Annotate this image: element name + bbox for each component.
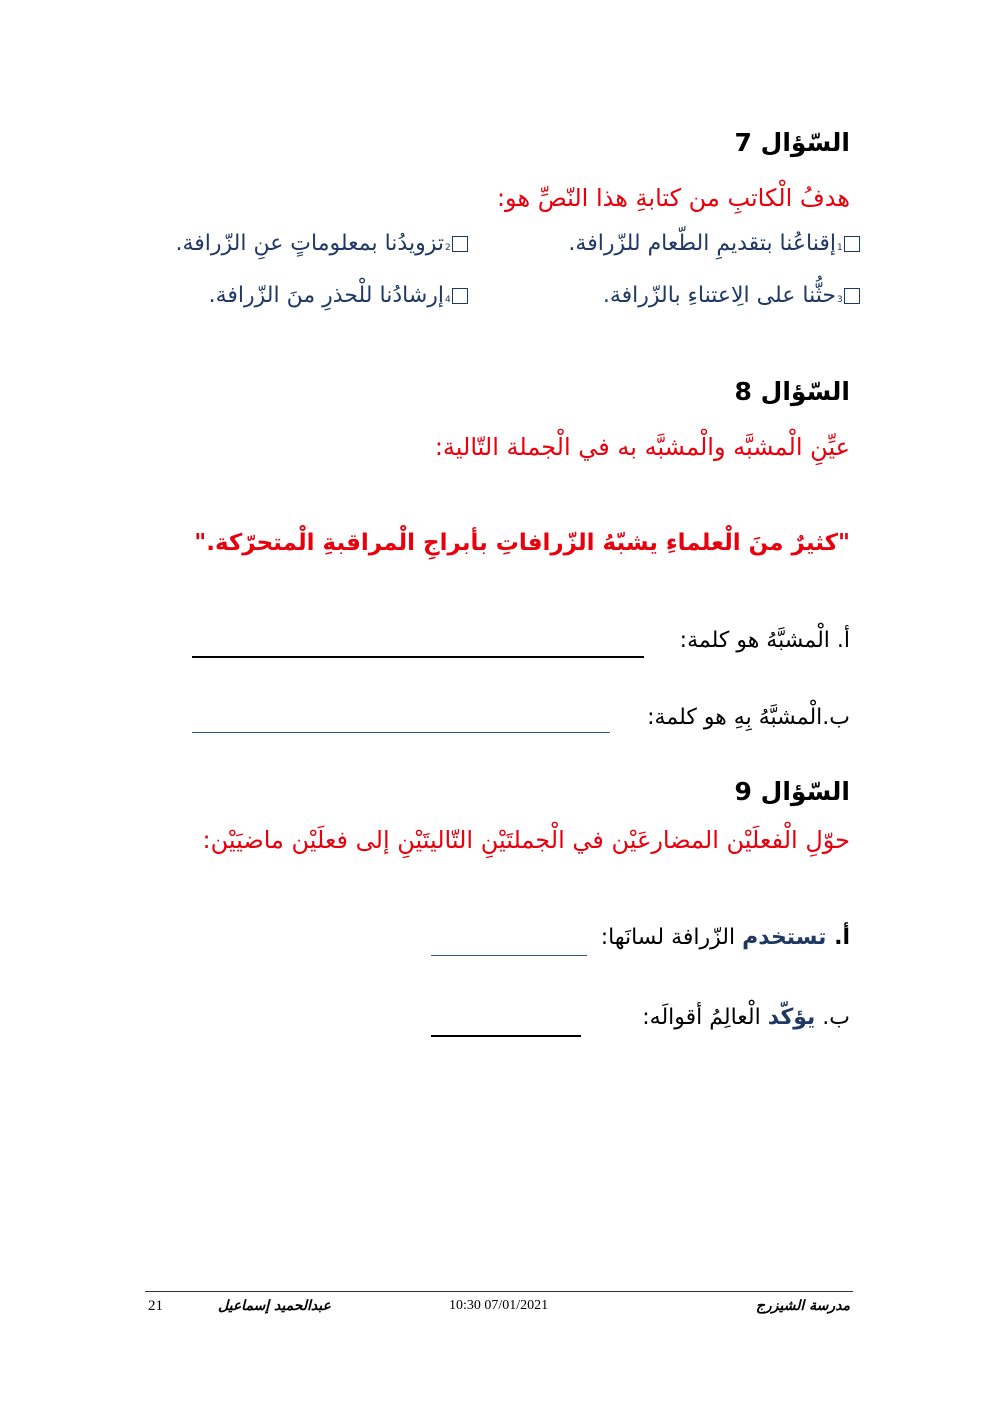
q7-option-1[interactable] — [568, 231, 860, 256]
q8-answer-b-label: ب.الْمشبَّهُ بِهِ هو كلمة: — [647, 705, 850, 730]
q8-answer-a-line[interactable] — [192, 656, 644, 658]
q7-instruction: هدفُ الْكاتبِ من كتابةِ هذا النّصِّ هو: — [496, 184, 850, 212]
q9-instruction: حوّلِ الْفعلَيْن المضارعَيْن في الْجملتَيْنِ التّاليتَيْنِ إلى فعلَيْن ماضيَيْن: — [202, 826, 850, 854]
q9-title: السّؤال 9 — [734, 777, 850, 806]
option-text: إقناعُنا بتقديمِ الطّعام للزّرافة. — [568, 231, 836, 256]
q9-answer-b-line[interactable] — [431, 1035, 581, 1037]
footer-school: مدرسة الشيزرج — [755, 1298, 850, 1314]
q9-item-a-verb: تستخدم — [742, 925, 827, 950]
q8-instruction: عيِّنِ الْمشبَّه والْمشبَّه به في الْجملة التّالية: — [434, 433, 850, 461]
option-text: تزويدُنا بمعلوماتٍ عنِ الزّرافة. — [175, 231, 444, 256]
footer-author: عبدالحميد إسماعيل — [218, 1298, 331, 1314]
q9-answer-a-line[interactable] — [431, 955, 587, 956]
q7-option-4[interactable] — [209, 283, 468, 308]
footer-page-number: 21 — [148, 1298, 163, 1314]
checkbox[interactable]: 1 — [844, 236, 860, 252]
q9-item-a-rest: الزّرافة لسانَها: — [600, 925, 743, 950]
checkbox[interactable]: 2 — [452, 236, 468, 252]
footer-rule — [145, 1291, 853, 1292]
q9-item-a-prefix: أ. — [826, 925, 850, 950]
q7-option-3[interactable] — [603, 283, 860, 308]
checkbox[interactable]: 4 — [452, 288, 468, 304]
q9-item-b-prefix: ب. — [815, 1005, 850, 1030]
q9-item-b-verb: يؤكّد — [767, 1005, 816, 1030]
checkbox[interactable]: 3 — [844, 288, 860, 304]
option-text: إرشادُنا للْحذرِ منَ الزّرافة. — [208, 283, 444, 308]
q9-item-b-rest: الْعالِمُ أقوالَه: — [642, 1005, 768, 1030]
option-text: حثُّنا على الِاعتناءِ بالزّرافة. — [602, 283, 836, 308]
q8-title: السّؤال 8 — [734, 377, 850, 406]
q7-title: السّؤال 7 — [734, 128, 850, 157]
q8-answer-a-label: أ. الْمشبَّهُ هو كلمة: — [679, 628, 850, 653]
footer-date: 10:30 07/01/2021 — [449, 1298, 549, 1313]
q8-quote: "كثيرٌ منَ الْعلماءِ يشبّهُ الزّرافاتِ بأبراجِ الْمراقبةِ الْمتحرّكة." — [194, 530, 850, 556]
q9-item-a — [601, 925, 850, 950]
q9-item-b — [642, 1005, 850, 1030]
q8-answer-b-line[interactable] — [192, 732, 610, 733]
q7-option-2[interactable] — [175, 231, 468, 256]
